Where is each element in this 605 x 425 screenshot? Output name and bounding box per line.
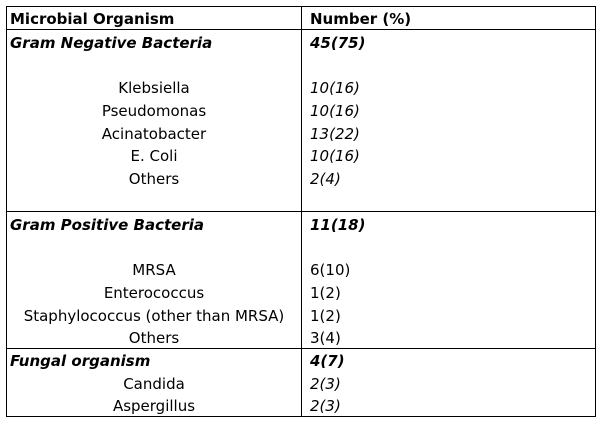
organism-name: Enterococcus [103,284,205,302]
organism-name: Staphylococcus (other than MRSA) [23,307,285,325]
organism-value: 6(10) [310,261,351,279]
organism-name: MRSA [132,261,176,279]
section-title-gram-negative: Gram Negative Bacteria [10,34,213,52]
organism-name: Pseudomonas [101,102,207,120]
organism-value: 1(2) [310,284,341,302]
section-total-gram-positive: 11(18) [310,216,366,234]
organism-name: Acinatobacter [101,125,207,143]
organism-value: 2(4) [310,170,341,188]
organism-value: 10(16) [310,102,360,120]
row-divider [7,211,595,212]
organism-name: Klebsiella [118,79,190,97]
organism-name: Others [128,170,180,188]
organism-name: Others [128,329,180,347]
organism-value: 1(2) [310,307,341,325]
organism-name: Aspergillus [112,397,196,415]
organism-value: 2(3) [310,397,341,415]
section-title-fungal: Fungal organism [10,352,151,370]
organism-name: E. Coli [130,147,178,165]
organism-value: 10(16) [310,147,360,165]
header-number: Number (%) [310,10,412,28]
section-total-gram-negative: 45(75) [310,34,366,52]
organism-value: 10(16) [310,79,360,97]
organism-value: 3(4) [310,329,341,347]
organism-value: 2(3) [310,375,341,393]
header-organism: Microbial Organism [10,10,175,28]
organism-name: Candida [123,375,185,393]
organism-value: 13(22) [310,125,360,143]
section-total-fungal: 4(7) [310,352,345,370]
section-title-gram-positive: Gram Positive Bacteria [10,216,204,234]
microbial-organism-table [6,6,596,417]
